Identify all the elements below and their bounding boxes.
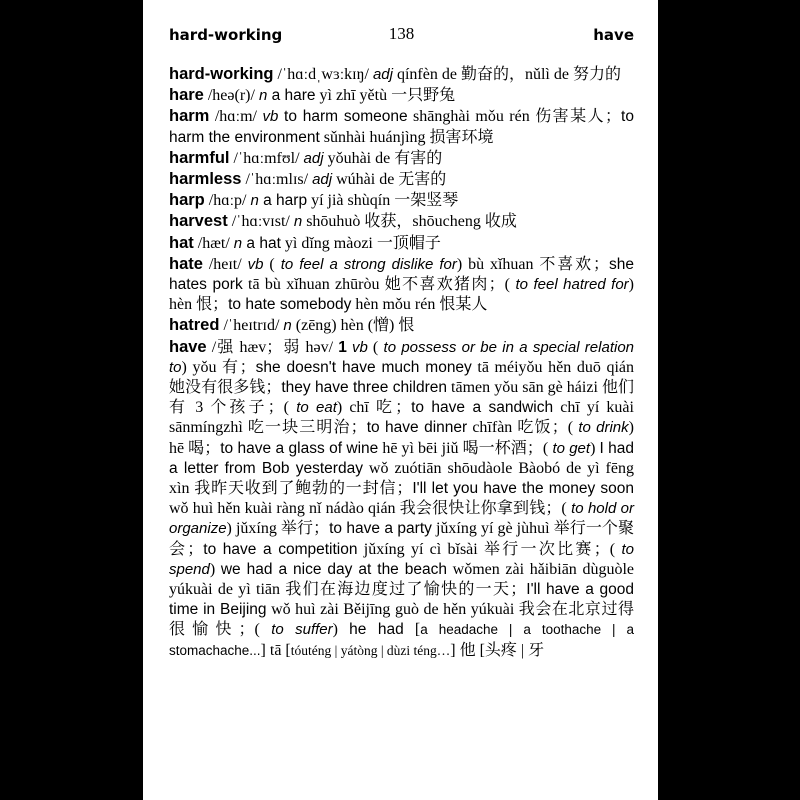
example: to hate somebody	[228, 296, 352, 314]
gloss: to suffer	[259, 621, 333, 639]
part-of-speech: adj	[303, 149, 324, 167]
translation: [	[403, 621, 421, 639]
example: she doesn't have much money	[255, 358, 472, 376]
translation: wǒ huì hěn kuài ràng nǐ nádào qián 我会很快让你拿到钱；(	[169, 500, 567, 518]
part-of-speech: n	[258, 87, 268, 105]
headword: harvest	[169, 212, 228, 231]
translation: ] 他 [头疼 | 牙	[450, 641, 545, 659]
part-of-speech: n	[293, 213, 303, 231]
gloss: to feel hatred for	[510, 276, 629, 294]
right-guide-word: have	[593, 26, 634, 44]
entry-harmful	[169, 148, 634, 169]
example: they have three children	[281, 379, 447, 397]
example: to have a glass of wine	[220, 439, 379, 457]
entry-hat	[169, 233, 634, 254]
example: a hare	[267, 87, 316, 105]
gloss: to spend	[169, 540, 634, 578]
translation: ) hèn 恨；	[169, 276, 634, 314]
translation: wúhài de 无害的	[332, 171, 447, 189]
headword: hare	[169, 86, 204, 105]
translation: wǒ huì zài Běijīng guò de hěn yúkuài 我会在北京过得很愉快；(	[169, 601, 634, 639]
entry-have: have /强 hæv；弱 həv/ 1 vb ( to possess or be in a special relation to) yǒu 有；she doesn't have much money tā méiyǒu hěn duō qián 她没有很多钱；they have three children tāmen yǒu sān gè háizi 他们有 3 个孩子；( to eat) chī 吃；to have a sandwich chī yí kuài sānmíngzhì 吃一块三明治；to have dinner chīfàn 吃饭；( to drink) hē 喝；to have a glass of wine hē yì bēi jiǔ 喝一杯酒；( to get) I had a letter from Bob yesterday wǒ zuótiān shōudàole Bàobó de yì fēng xìn 我昨天收到了鲍勃的一封信；I'll let you have the money soon wǒ huì hěn kuài ràng nǐ nádào qián 我会很快让你拿到钱；( to hold or organize) jǔxíng 举行；to have a party jǔxíng yí gè jùhuì 举行一个聚会；to have a competition jǔxíng yí cì bǐsài 举行一次比赛；( to spend) we had a nice day at the beach wǒmen zài hǎibiān dùguòle yúkuài de yì tiān 我们在海边度过了愉快的一天；I'll have a good time in Beijing wǒ huì zài Běijīng guò de hěn yúkuài 我会在北京过得很愉快；( to suffer) he had [a headache | a toothache | a stomachache...] tā [tóuténg | yátòng | dùzi téng…] 他 [头疼 | 牙	[169, 337, 635, 659]
pronunciation: /ˈhɑːdˌwɜːkɪŋ/	[273, 66, 373, 83]
translation: tā méiyǒu hěn duō qián 她没有很多钱；	[169, 358, 635, 397]
headword: harmful	[169, 148, 230, 167]
alternatives-pinyin: tóuténg | yátòng | dùzi téng…	[290, 642, 451, 658]
translation: yǒu 有；	[186, 358, 256, 376]
part-of-speech: n	[233, 234, 243, 252]
translation: hèn mǒu rén 恨某人	[351, 296, 488, 314]
gloss: to drink	[573, 419, 629, 437]
sense-number: 1	[338, 338, 347, 356]
translation: wǒmen zài hǎibiān dùguòle yúkuài de yì tiān 我们在海边度过了愉快的一天；	[169, 560, 634, 599]
entry-hate	[169, 254, 634, 316]
headword: hate	[169, 254, 203, 273]
example: we had a nice day at the beach	[220, 560, 447, 578]
pronunciation: /ˈhɑːmfʊl/	[229, 149, 304, 167]
translation: jǔxíng yí cì bǐsài 举行一次比赛；(	[357, 540, 616, 558]
translation: wǒ zuótiān shōudàole Bàobó de yì fēng xìn 我昨天收到了鲍勃的一封信；	[169, 459, 634, 498]
entry-harmless	[169, 169, 634, 190]
entry-hard-working	[169, 64, 634, 85]
entry-hatred	[169, 315, 634, 336]
translation: qínfèn de 勤奋的，nǔlì de 努力的	[392, 66, 621, 83]
translation: bù xǐhuan 不喜欢；	[462, 255, 610, 273]
entry-list	[169, 64, 634, 661]
pronunciation: /ˈhɑːvɪst/	[227, 213, 294, 231]
translation: yì zhī yětù 一只野兔	[315, 87, 456, 105]
pronunciation: /hæt/	[193, 234, 234, 252]
example: she hates pork	[169, 255, 635, 294]
translation: )	[590, 439, 600, 457]
gloss: to eat	[288, 399, 337, 417]
part-of-speech: vb	[262, 108, 279, 126]
translation: chī yí kuài sānmíngzhì 吃一块三明治；	[169, 399, 634, 437]
pronunciation: /强 hæv；弱 həv/	[206, 338, 339, 356]
dictionary-page	[143, 0, 658, 800]
left-guide-word: hard-working	[169, 26, 283, 44]
example: a harp	[258, 192, 308, 210]
translation: jǔxíng yí gè jùhuì 举行一个聚会；	[169, 520, 634, 558]
part-of-speech: n	[283, 317, 292, 335]
translation: yǒuhài de 有害的	[323, 149, 443, 167]
translation: ) chī 吃；	[336, 399, 412, 417]
translation: shōuhuò 收获，shōucheng 收成	[302, 213, 517, 231]
headword: harp	[169, 191, 205, 210]
gloss: to possess or be in a special relation to	[169, 338, 635, 376]
pronunciation: /hɑːm/	[209, 108, 263, 126]
paren-open: (	[263, 255, 275, 273]
translation: chīfàn 吃饭；(	[467, 419, 574, 437]
pronunciation: /hɑːp/	[204, 192, 251, 210]
alternatives: a headache | a toothache | a stomachache...	[169, 622, 634, 658]
pronunciation: /heɪt/	[202, 255, 248, 273]
translation: tā bù xǐhuan zhūròu 她不喜欢猪肉；(	[242, 276, 511, 294]
headword: hard-working	[169, 65, 274, 83]
pronunciation: /ˈhɑːmlɪs/	[241, 171, 313, 189]
headword: harmless	[169, 170, 242, 189]
translation: shānghài mǒu rén 伤害某人；	[407, 108, 622, 126]
translation: ] tā [	[260, 641, 291, 659]
headword: have	[169, 337, 207, 356]
translation: ) hē 喝；	[169, 419, 634, 457]
translation: tāmen yǒu sān gè háizi 他们有 3 个孩子；(	[169, 379, 635, 417]
part-of-speech: n	[250, 192, 259, 210]
entry-harp	[169, 190, 634, 211]
pronunciation: /ˈheɪtrɪd/	[219, 317, 284, 335]
page-header	[169, 24, 634, 48]
example: I'll let you have the money soon	[412, 480, 634, 498]
translation: (zēng) hèn (憎) 恨	[291, 317, 415, 335]
gloss: to hold or organize	[169, 500, 634, 538]
gloss: to feel a strong dislike for	[274, 255, 457, 273]
example: to have a party	[329, 520, 432, 538]
entry-harvest	[169, 211, 634, 232]
translation: yí jià shùqín 一架竖琴	[307, 192, 459, 210]
paren-close: )	[456, 255, 463, 273]
translation: )	[332, 621, 350, 639]
example: to harm someone	[278, 108, 408, 126]
example: I'll have a good time in Beijing	[169, 581, 634, 619]
part-of-speech: vb	[247, 255, 264, 273]
page-number: 138	[388, 24, 415, 43]
headword: harm	[169, 107, 210, 126]
example: to have a sandwich	[411, 399, 554, 417]
example: to have dinner	[366, 419, 468, 437]
headword: hatred	[169, 316, 220, 335]
entry-hare	[169, 85, 634, 106]
entry-harm	[169, 106, 634, 147]
example: to harm the environment	[169, 108, 634, 146]
part-of-speech: adj	[372, 66, 393, 83]
translation: ) jǔxíng 举行；	[226, 520, 330, 538]
headword: hat	[169, 233, 194, 252]
part-of-speech: vb	[351, 338, 368, 356]
example: a hat	[242, 234, 281, 252]
example: he had	[349, 621, 404, 639]
translation: )	[209, 560, 221, 578]
translation: sǔnhài huánjìng 损害环境	[319, 128, 494, 146]
pronunciation: /heə(r)/	[203, 87, 259, 105]
gloss: to get	[548, 439, 591, 457]
example: I had a letter from Bob yesterday	[169, 439, 635, 477]
translation: hē yì bēi jiǔ 喝一杯酒；(	[378, 439, 549, 457]
example: to have a competition	[203, 540, 358, 558]
part-of-speech: adj	[312, 171, 333, 189]
translation: yì dǐng màozi 一顶帽子	[280, 234, 441, 252]
